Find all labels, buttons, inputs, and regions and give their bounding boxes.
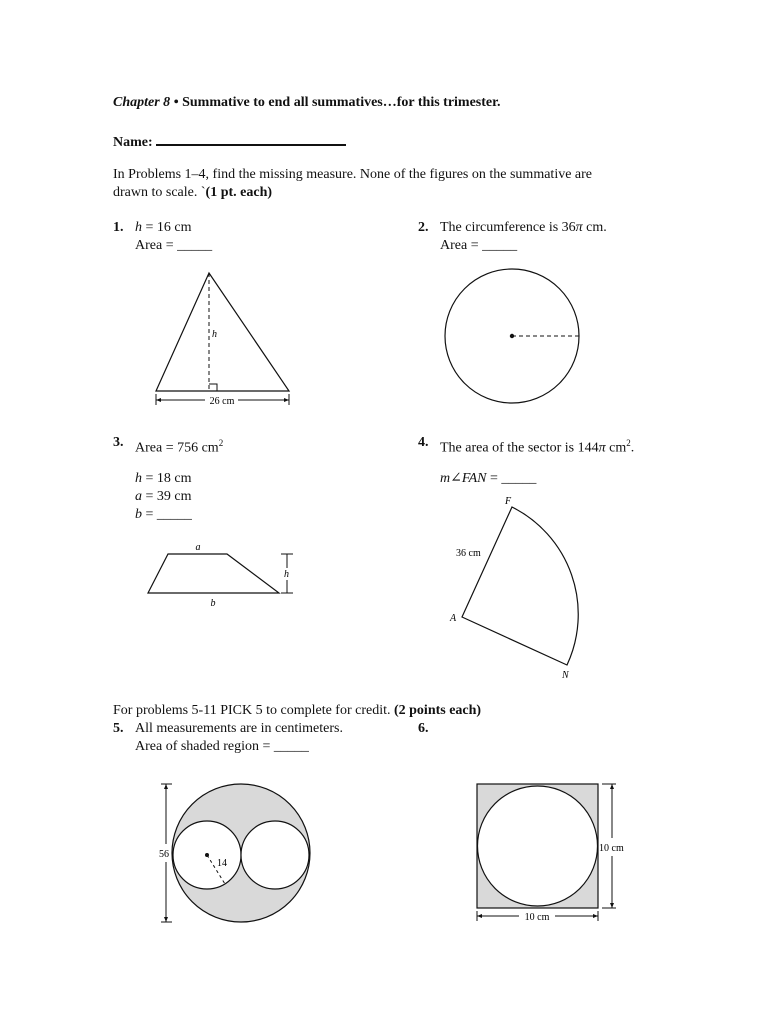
problem-4-number: 4. [418,435,429,450]
instructions-line-2 [113,184,272,202]
b-value: = _____ [142,507,192,522]
problem-2-given [440,219,607,237]
problem-3-area [135,434,223,458]
right-inner-circle [241,821,309,889]
problem-5-area: Area of shaded region = _____ [135,739,309,754]
unit-text: cm [605,440,627,456]
problem-4-given [440,434,634,458]
problem-2-number: 2. [418,220,429,235]
circumference-text: The circumference is 36 [440,220,576,235]
base-label: 26 cm [209,396,235,407]
pi-symbol: π [598,440,606,456]
name-blank[interactable] [156,130,346,146]
var-a: a [135,489,142,504]
label-F: F [505,496,512,507]
problem-5-note: All measurements are in centimeters. [135,721,343,736]
sector-shape [462,507,578,665]
var-h: h [135,471,142,486]
angle-blank: = _____ [486,471,537,486]
area-given: Area = 756 cm [135,440,219,456]
side-label: 10 cm [599,843,624,854]
points-note: (2 points each) [393,703,482,718]
radius-length-label: 36 cm [456,548,481,559]
problem-3-h [135,470,192,488]
problem-1-number: 1. [113,220,124,235]
unit-text: cm. [582,220,607,235]
square-circle-figure [475,782,645,932]
sector-text: The area of the sector is 144 [440,440,599,456]
triangle-figure [150,270,310,410]
var-b: b [135,507,142,522]
circles-figure [155,778,335,928]
label-14: 14 [217,858,227,869]
problem-3-b [135,506,192,524]
page-title [113,94,501,112]
trapezoid-figure [145,540,305,610]
name-row [113,130,346,152]
label-A: A [450,613,457,624]
dim-arrow-left [156,398,161,402]
side-arrow-bottom [610,903,614,908]
name-label: Name: [113,135,153,150]
sector-figure [445,495,595,685]
dim-arrow-top [164,784,168,789]
circle-figure [445,268,585,408]
instructions-text: drawn to scale. ` [113,185,206,200]
problem-3-a [135,488,192,506]
superscript: 2 [626,438,631,448]
right-angle-mark [209,384,217,391]
triangle-shape [156,273,289,391]
var-h: h [135,220,142,235]
height-label: h [212,329,217,340]
dim-arrow-bottom [164,917,168,922]
trapezoid-shape [148,554,279,593]
problem-1-given [135,219,192,237]
angle-label: m∠FAN [440,471,487,486]
label-b: b [210,598,216,609]
problem-5-number: 5. [113,721,124,736]
inscribed-circle [478,786,598,906]
pi-symbol: π [575,220,583,235]
a-value: = 39 cm [142,489,192,504]
side-arrow-top [610,784,614,789]
problem-2-area: Area = _____ [440,238,518,253]
label-N: N [562,670,569,681]
h-value: = 18 cm [142,471,192,486]
title-text: • Summative to end all summatives…for this trimester. [170,95,501,110]
dim-arrow-right [284,398,289,402]
label-56: 56 [159,849,169,860]
period: . [630,440,635,456]
problem-4-angle [440,470,536,488]
section-text: For problems 5-11 PICK 5 to complete for credit. [113,703,394,718]
problem-6-number: 6. [418,721,429,736]
superscript: 2 [218,438,224,448]
problem-3-number: 3. [113,435,124,450]
h-value: = 16 cm [142,220,192,235]
chapter-label: Chapter 8 [113,95,171,110]
points-note: (1 pt. each) [205,185,273,200]
section-2-instructions [113,702,481,720]
bottom-label: 10 cm [524,912,550,923]
problem-1-area: Area = _____ [135,238,213,253]
label-a: a [195,542,201,553]
bottom-arrow-right [593,914,598,918]
bottom-arrow-left [477,914,482,918]
label-h: h [284,569,289,580]
instructions-line-1: In Problems 1–4, find the missing measure. None of the figures on the summative are [113,167,593,182]
